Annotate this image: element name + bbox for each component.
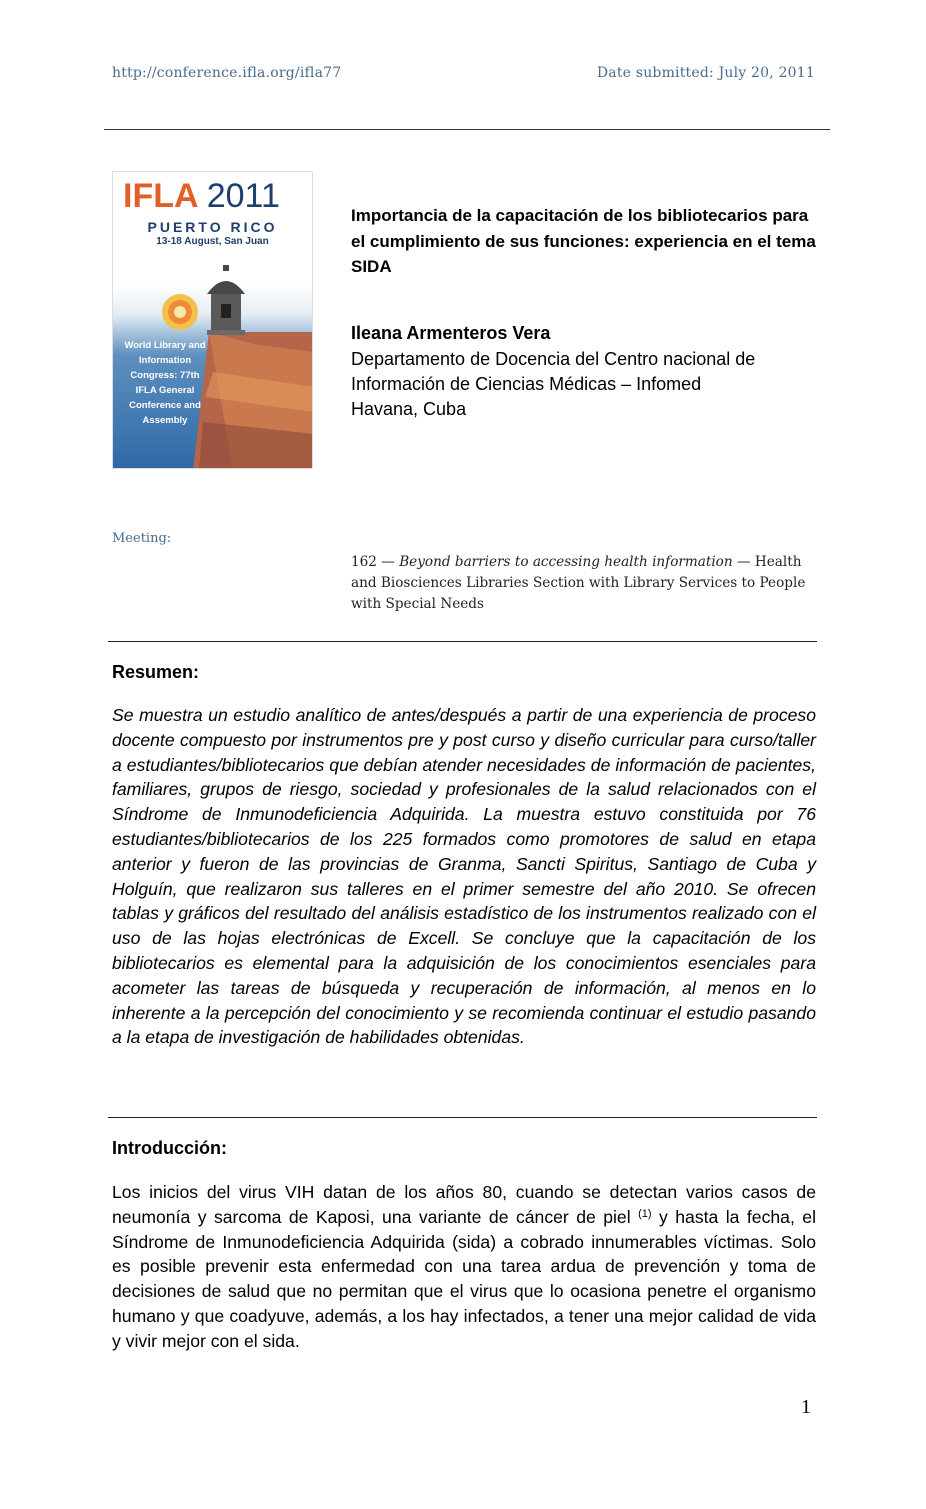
poster-sun-inner (174, 306, 186, 318)
meeting-label: Meeting: (112, 531, 172, 546)
paper-author: Ileana Armenteros Vera (351, 323, 551, 343)
resumen-heading: Resumen: (112, 662, 200, 682)
section-divider-bottom (108, 1117, 817, 1118)
paper-title: Importancia de la capacitación de los bibliotecarios para el cumplimiento de sus funciones: experiencia en el tema SIDA (351, 206, 816, 276)
introduccion-text (112, 1180, 816, 1354)
poster-title (123, 176, 313, 216)
meeting-session-title: Beyond barriers to accessing health information (399, 554, 733, 570)
meeting-section: — Health and Biosciences Libraries Section with Library Services to People with Special Needs (351, 554, 806, 612)
intro-text-part-1: Los inicios del virus VIH datan de los años 80, cuando se detectan varios casos de neumonía y sarcoma de Kaposi, una variante de cáncer de piel (112, 1182, 816, 1227)
resumen-text: Se muestra un estudio analítico de antes/después a partir de una experiencia de proceso docente compuesto por instrumentos pre y post curso y diseño curricular para curso/taller a estudiantes/bibliotecarios que debían atender necesidades de información de pacientes, familiares, grupos de riesgo, sociedad y profesionales de la salud relacionados con el Síndrome de Inmunodeficiencia Adquirida. La muestra estuvo constituida por 76 estudiantes/bibliotecarios de los 225 formados como promotores de salud en etapa anterior y fueron de las provincias de Granma, Sancti Spiritus, Santiago de Cuba y Holguín, que realizaron sus talleres en el primer semestre del año 2010. Se ofrecen tablas y gráficos del resultado del análisis estadístico de los instrumentos realizado con el uso de las hojas electrónicas de Excell. Se concluye que la capacitación de los bibliotecarios es elemental para la adquisición de los conocimientos esenciales para acometer las tareas de búsqueda y recuperación de información, al menos en lo inherente a la percepción del conocimiento y se recomienda continuar el estudio pasando a la etapa de investigación de habilidades obtenidas. (112, 705, 816, 1048)
poster-sentry-dome (207, 281, 245, 294)
poster-sentry-window (221, 304, 231, 318)
affiliation-line-1: Departamento de Docencia del Centro nacional de (351, 349, 756, 369)
header-date-submitted: Date submitted: July 20, 2011 (596, 65, 815, 81)
poster-location: PUERTO RICO (147, 219, 278, 235)
section-divider-top (108, 641, 817, 642)
page-number: 1 (801, 1396, 811, 1418)
introduccion-heading: Introducción: (112, 1138, 227, 1158)
meeting-description (351, 552, 821, 615)
poster-congress-text: World Library and Information Congress: 77th IFLA General Conference and Assembly (124, 340, 206, 426)
affiliation-line-3: Havana, Cuba (351, 399, 467, 419)
meeting-number: 162 — (351, 554, 400, 570)
poster-ifla-text: IFLA (123, 177, 198, 215)
header-url: http://conference.ifla.org/ifla77 (112, 65, 342, 81)
affiliation-line-2: Información de Ciencias Médicas – Infomed (351, 374, 702, 394)
intro-reference: (1) (638, 1207, 652, 1220)
paper-affiliation (351, 347, 821, 422)
intro-text-part-2: y hasta la fecha, el Síndrome de Inmunodeficiencia Adquirida (sida) a cobrado innumerables víctimas. Solo es posible prevenir esta enfermedad con una tarea ardua de prevención y toma de decisiones de salud que no permitan que el virus que lo ocasiona penetre el organismo humano y que coadyuve, además, a los hay infectados, a tener una mejor calidad de vida y vivir mejor con el sida. (112, 1206, 816, 1351)
poster-year-text: 2011 (206, 177, 280, 215)
poster-sentry-top (223, 265, 229, 271)
poster-dates: 13-18 August, San Juan (156, 236, 269, 247)
header-divider (104, 129, 830, 130)
poster-sentry-ledge (207, 330, 245, 335)
conference-poster (112, 171, 313, 469)
